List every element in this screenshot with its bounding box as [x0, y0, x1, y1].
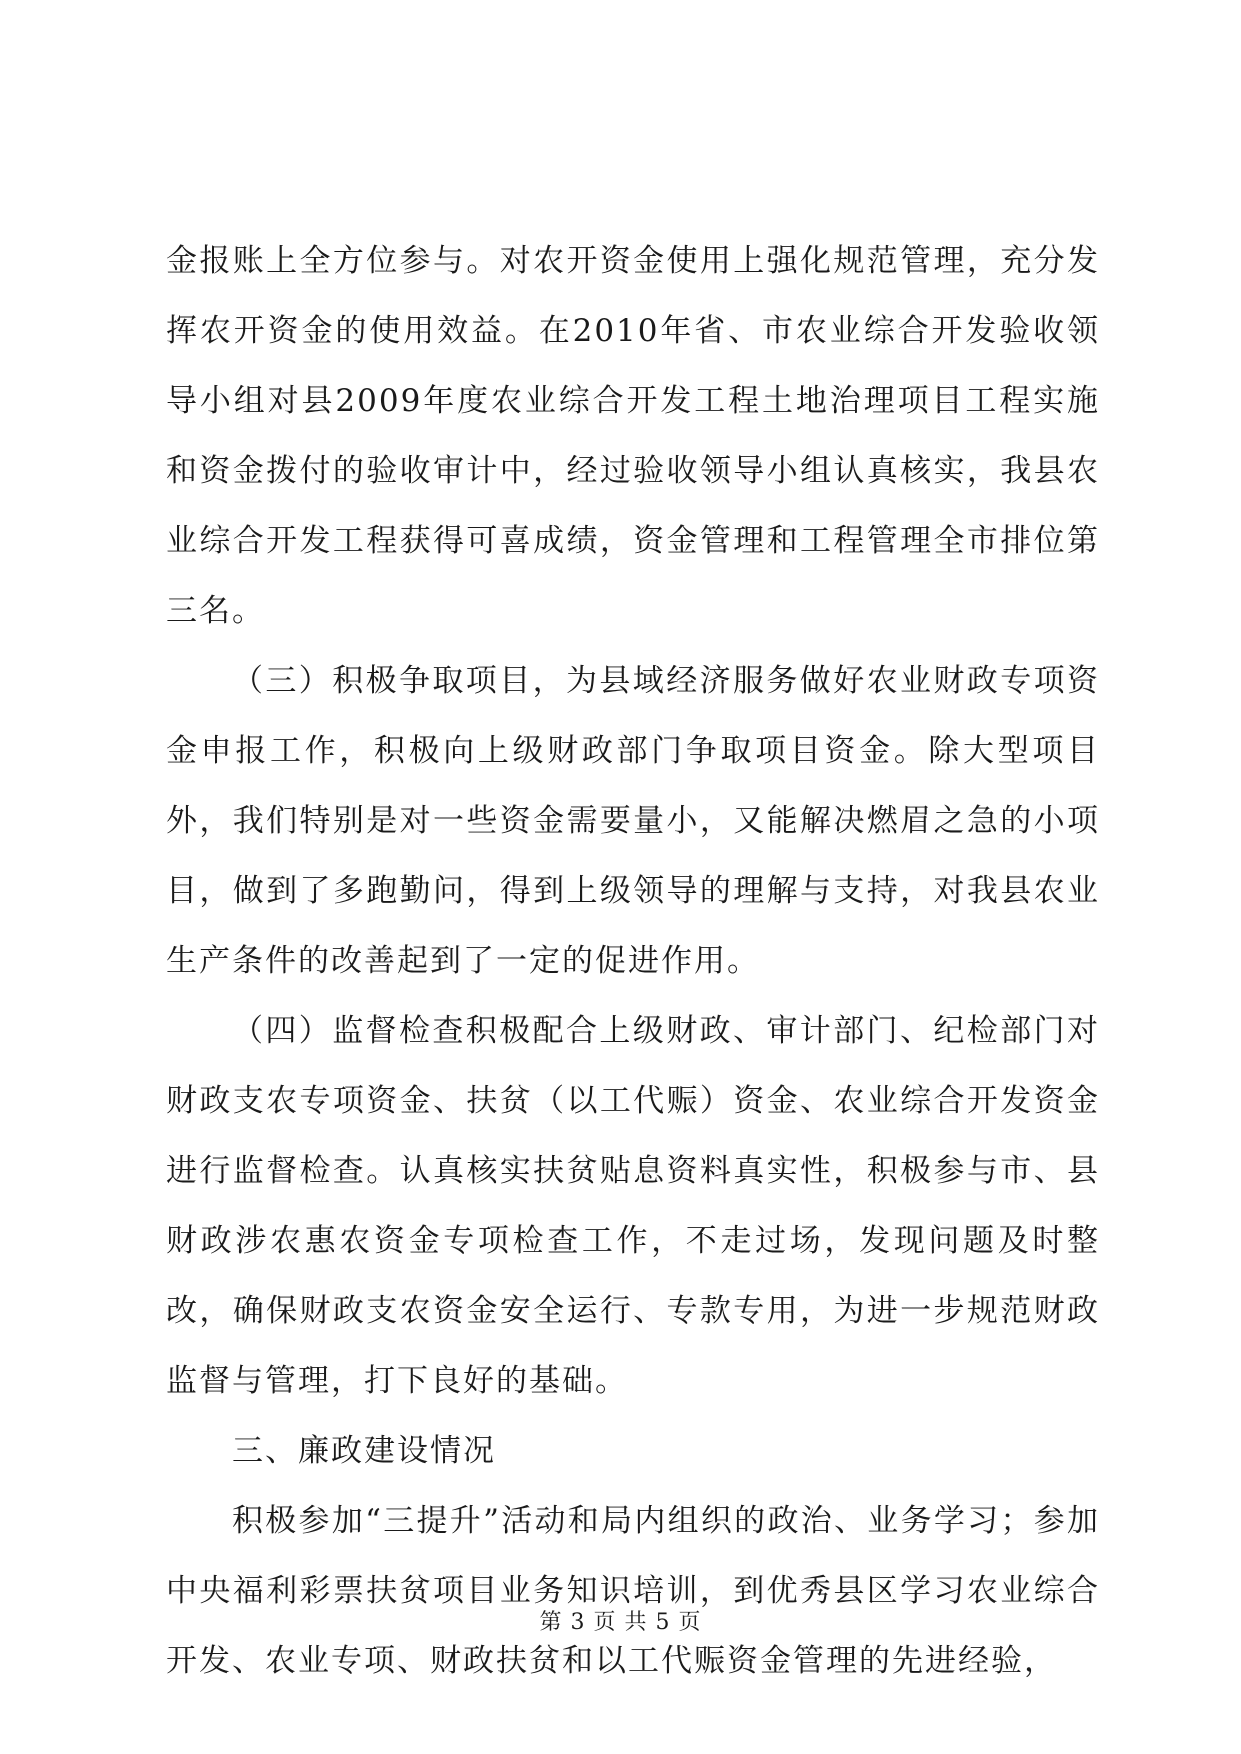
- paragraph-continuation: 金报账上全方位参与。对农开资金使用上强化规范管理，充分发挥农开资金的使用效益。在2010年省、市农业综合开发验收领导小组对县2009年度农业综合开发工程土地治理项目工程实施和资金拨付的验收审计中，经过验收领导小组认真核实，我县农业综合开发工程获得可喜成绩，资金管理和工程管理全市排位第三名。: [166, 243, 1100, 629]
- paragraph-section-4: （四）监督检查积极配合上级财政、审计部门、纪检部门对财政支农专项资金、扶贫（以工代赈）资金、农业综合开发资金进行监督检查。认真核实扶贫贴息资料真实性，积极参与市、县财政涉农惠农资金专项检查工作，不走过场，发现问题及时整改，确保财政支农资金安全运行、专款专用，为进一步规范财政监督与管理，打下良好的基础。: [166, 1013, 1100, 1399]
- section-heading: 三、廉政建设情况: [232, 1433, 496, 1469]
- page-number-footer: 第 3 页 共 5 页: [539, 1610, 702, 1635]
- paragraph-section-3: （三）积极争取项目，为县域经济服务做好农业财政专项资金申报工作，积极向上级财政部门争取项目资金。除大型项目外，我们特别是对一些资金需要量小，又能解决燃眉之急的小项目，做到了多跑勤问，得到上级领导的理解与支持，对我县农业生产条件的改善起到了一定的促进作用。: [166, 663, 1100, 979]
- paragraph-integrity: 积极参加“三提升”活动和局内组织的政治、业务学习；参加中央福利彩票扶贫项目业务知识培训，到优秀县区学习农业综合开发、农业专项、财政扶贫和以工代赈资金管理的先进经验，: [166, 1503, 1100, 1679]
- document-body: [166, 226, 1100, 1696]
